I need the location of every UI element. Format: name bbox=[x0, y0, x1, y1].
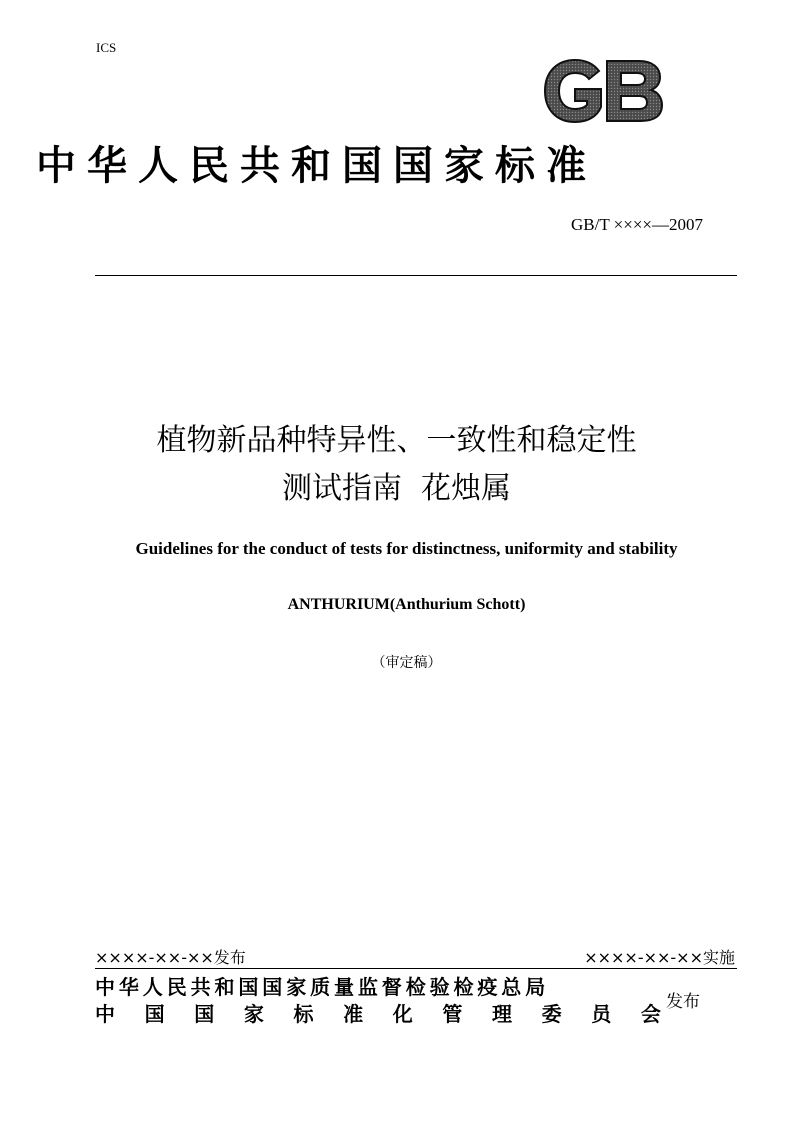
bottom-divider bbox=[95, 968, 737, 969]
chinese-title-line-2: 测试指南 花烛属 bbox=[281, 471, 512, 506]
issuer-char: 化 bbox=[392, 1002, 413, 1026]
implementation-date: ××××-××-××实施 bbox=[584, 948, 735, 967]
issuer-char: 国 bbox=[194, 1002, 215, 1026]
english-title: Guidelines for the conduct of tests for distinctness, uniformity and stability bbox=[135, 539, 678, 558]
issuer-char: 理 bbox=[492, 1002, 512, 1026]
english-subtitle: ANTHURIUM(Anthurium Schott) bbox=[287, 596, 526, 613]
chinese-title-line-1: 植物新品种特异性、一致性和稳定性 bbox=[156, 423, 637, 458]
issuer-char: 国 bbox=[144, 1002, 165, 1026]
issuer-char: 委 bbox=[541, 1002, 562, 1026]
issuer-char: 家 bbox=[243, 1002, 264, 1026]
draft-note: （审定稿） bbox=[371, 655, 442, 671]
issuer-char: 标 bbox=[293, 1002, 314, 1026]
standard-number: GB/T ××××—2007 bbox=[570, 215, 703, 234]
issuer-char: 管 bbox=[442, 1002, 463, 1026]
top-divider bbox=[95, 275, 737, 276]
issuer-char: 中 bbox=[95, 1002, 115, 1026]
issuer-line-2 bbox=[95, 1001, 661, 1027]
issue-date: ××××-××-××发布 bbox=[95, 948, 246, 967]
gb-logo bbox=[541, 57, 665, 125]
issuer-char: 会 bbox=[640, 1002, 661, 1026]
ics-label: ICS bbox=[96, 40, 117, 55]
issue-label: 发布 bbox=[666, 992, 700, 1012]
issuer-char: 准 bbox=[343, 1002, 364, 1026]
issuer-line-1: 中华人民共和国国家质量监督检验检疫总局 bbox=[95, 975, 550, 999]
issuer-char: 员 bbox=[591, 1002, 612, 1026]
standard-title: 中华人民共和国国家标准 bbox=[36, 142, 597, 189]
